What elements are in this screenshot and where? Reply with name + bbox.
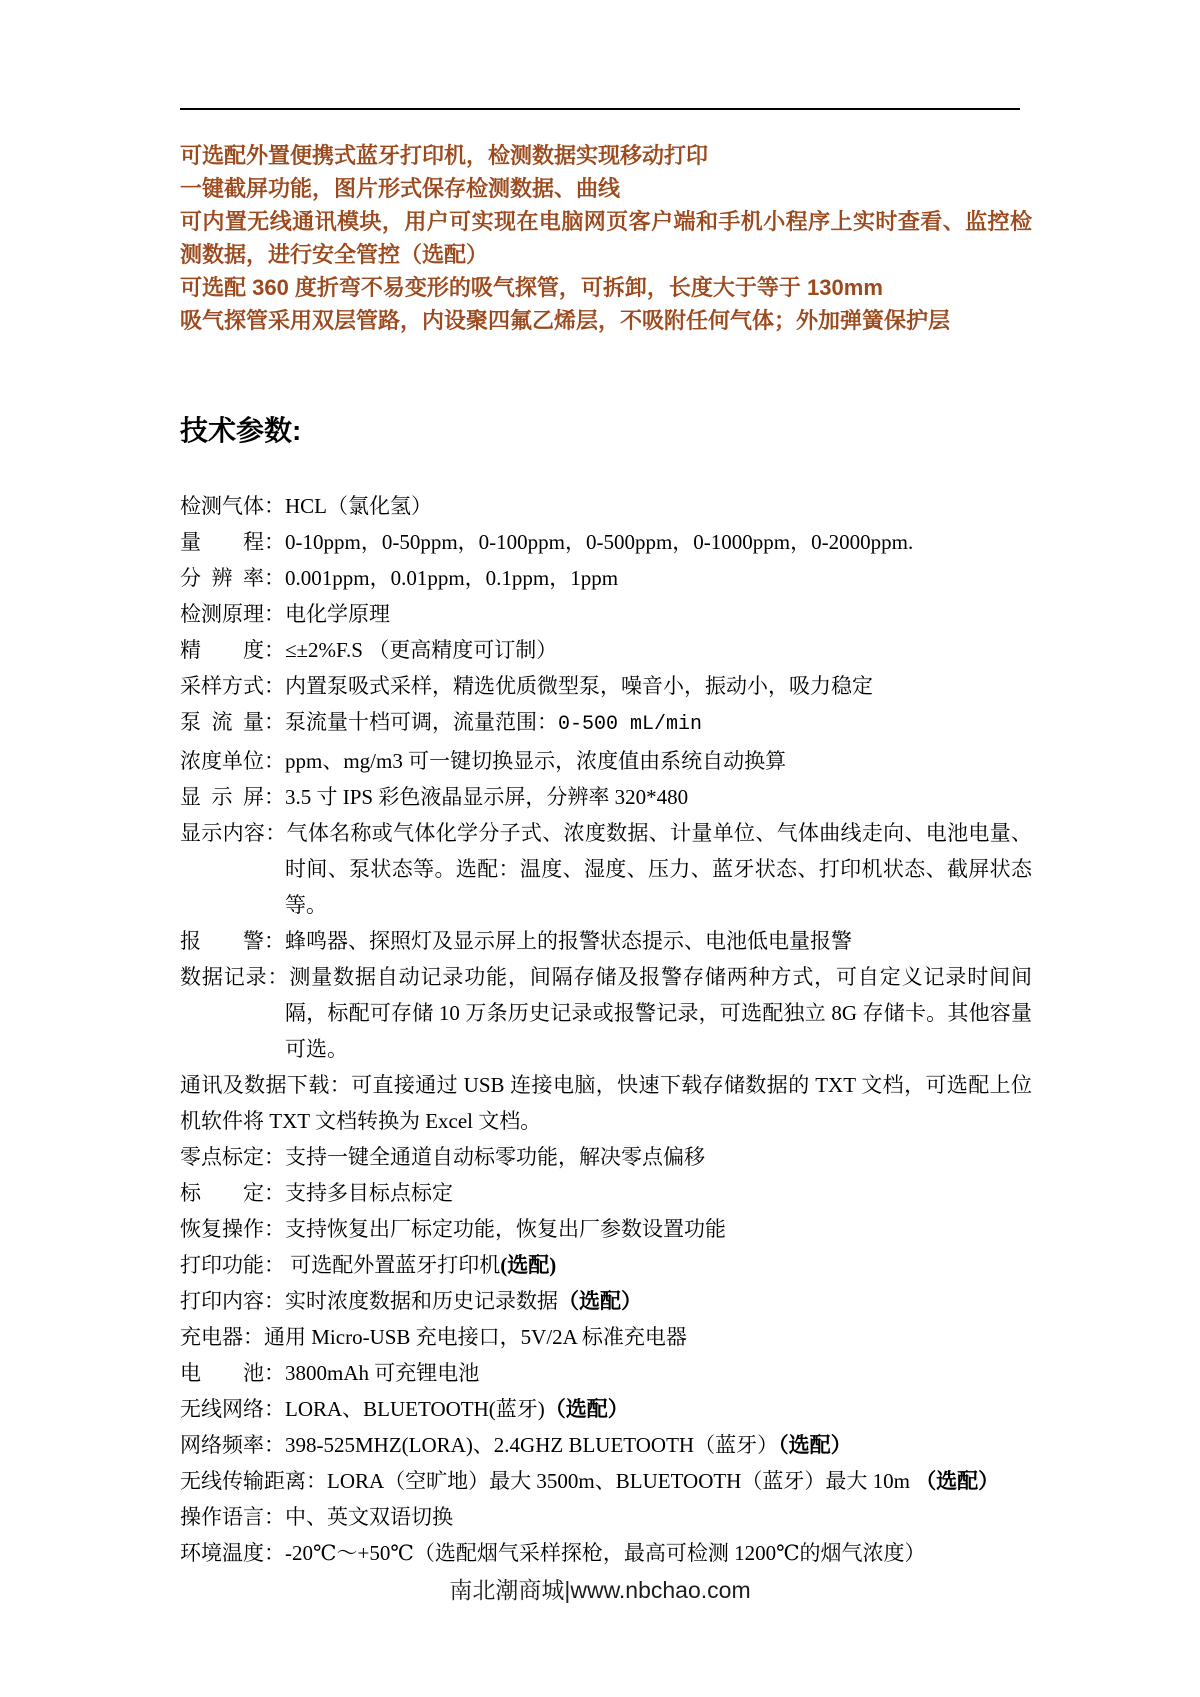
spec-value: 蜂鸣器、探照灯及显示屏上的报警状态提示、电池低电量报警 bbox=[285, 929, 852, 953]
spec-label: 检测气体： bbox=[180, 494, 285, 518]
spec-label: 浓度单位： bbox=[180, 749, 285, 773]
page-footer bbox=[0, 1572, 1200, 1605]
spec-list bbox=[180, 488, 1032, 1571]
spec-row bbox=[180, 1247, 1032, 1283]
spec-row bbox=[180, 1139, 1032, 1175]
spec-row bbox=[180, 1535, 1032, 1571]
spec-label: 恢复操作： bbox=[180, 1217, 285, 1241]
spec-value: 测量数据自动记录功能，间隔存储及报警存储两种方式，可自定义记录时间间隔，标配可存储 10 万条历史记录或报警记录，可选配独立 8G 存储卡。其他容量可选。 bbox=[285, 965, 1032, 1061]
spec-label: 数据记录： bbox=[180, 965, 290, 989]
spec-value: HCL（氯化氢） bbox=[285, 494, 432, 518]
spec-label: 报 警： bbox=[180, 929, 285, 953]
spec-value-bold: (选配) bbox=[500, 1253, 557, 1277]
spec-label: 量 程： bbox=[180, 530, 285, 554]
spec-value-bold: （选配） bbox=[558, 1289, 642, 1313]
spec-row bbox=[180, 1463, 1032, 1499]
spec-value: ppm、mg/m3 可一键切换显示，浓度值由系统自动换算 bbox=[285, 749, 787, 773]
spec-value: 支持一键全通道自动标零功能，解决零点偏移 bbox=[285, 1145, 705, 1169]
spec-label: 无线网络： bbox=[180, 1397, 285, 1421]
footer-text: 南北潮商城|www.nbchao.com bbox=[449, 1577, 751, 1603]
spec-value: 398-525MHZ(LORA)、2.4GHZ BLUETOOTH（蓝牙） bbox=[285, 1433, 779, 1457]
spec-value: 可选配外置蓝牙打印机 bbox=[285, 1253, 501, 1277]
spec-value-bold: （选配） bbox=[915, 1469, 1000, 1493]
spec-value: 可直接通过 USB 连接电脑，快速下载存储数据的 TXT 文档，可选配上位机软件将 TXT 文档转换为 Excel 文档。 bbox=[180, 1073, 1033, 1133]
spec-value: 支持恢复出厂标定功能，恢复出厂参数设置功能 bbox=[285, 1217, 726, 1241]
spec-value-bold: （选配） bbox=[544, 1397, 629, 1421]
spec-label: 泵 流 量： bbox=[180, 710, 285, 734]
spec-value: 泵流量十档可调，流量范围： bbox=[285, 710, 558, 734]
spec-label: 充电器： bbox=[180, 1325, 264, 1349]
spec-row bbox=[180, 1499, 1032, 1535]
spec-label: 通讯及数据下载： bbox=[180, 1073, 352, 1097]
spec-value: 气体名称或气体化学分子式、浓度数据、计量单位、气体曲线走向、电池电量、时间、泵状态等。选配：温度、湿度、压力、蓝牙状态、打印机状态、截屏状态等。 bbox=[285, 821, 1033, 917]
section-title: 技术参数: bbox=[180, 415, 302, 446]
spec-row bbox=[180, 596, 1032, 632]
spec-label: 环境温度： bbox=[180, 1541, 285, 1565]
feature-list bbox=[180, 139, 1032, 337]
spec-row bbox=[180, 668, 1032, 704]
spec-value: -20℃～+50℃（选配烟气采样探枪，最高可检测 1200℃的烟气浓度） bbox=[285, 1541, 926, 1565]
spec-label: 标 定： bbox=[180, 1181, 285, 1205]
spec-row bbox=[180, 1211, 1032, 1247]
spec-value-mono: 0-500 mL/min bbox=[558, 713, 703, 736]
spec-label: 打印内容： bbox=[180, 1289, 285, 1313]
feature-line: 吸气探管采用双层管路，内设聚四氟乙烯层，不吸附任何气体；外加弹簧保护层 bbox=[180, 308, 951, 333]
spec-value: 电化学原理 bbox=[285, 602, 390, 626]
spec-row bbox=[180, 959, 1032, 1067]
spec-label: 检测原理： bbox=[180, 602, 285, 626]
spec-row bbox=[180, 488, 1032, 524]
spec-row bbox=[180, 923, 1032, 959]
spec-label: 显 示 屏： bbox=[180, 785, 285, 809]
spec-label: 无线传输距离： bbox=[180, 1469, 327, 1493]
top-divider bbox=[180, 108, 1020, 110]
spec-value: LORA（空旷地）最大 3500m、BLUETOOTH（蓝牙）最大 10m bbox=[327, 1469, 916, 1493]
feature-line: 可选配外置便携式蓝牙打印机，检测数据实现移动打印 bbox=[180, 143, 709, 168]
spec-value: 3.5 寸 IPS 彩色液晶显示屏，分辨率 320*480 bbox=[285, 785, 689, 809]
spec-value: 中、英文双语切换 bbox=[285, 1505, 453, 1529]
spec-value: 0-10ppm，0-50ppm，0-100ppm，0-500ppm，0-1000ppm，0-2000ppm. bbox=[285, 530, 914, 554]
spec-row bbox=[180, 632, 1032, 668]
spec-row bbox=[180, 1355, 1032, 1391]
spec-value: LORA、BLUETOOTH(蓝牙) bbox=[285, 1397, 545, 1421]
spec-row bbox=[180, 1427, 1032, 1463]
spec-value: 内置泵吸式采样，精选优质微型泵，噪音小，振动小，吸力稳定 bbox=[285, 674, 873, 698]
spec-label: 电 池： bbox=[180, 1361, 285, 1385]
spec-value: 3800mAh 可充锂电池 bbox=[285, 1361, 480, 1385]
spec-label: 显示内容： bbox=[180, 821, 287, 845]
spec-row bbox=[180, 743, 1032, 779]
feature-line: 一键截屏功能，图片形式保存检测数据、曲线 bbox=[180, 176, 621, 201]
spec-row bbox=[180, 560, 1032, 596]
spec-row bbox=[180, 704, 1032, 743]
spec-value: 实时浓度数据和历史记录数据 bbox=[285, 1289, 558, 1313]
spec-label: 采样方式： bbox=[180, 674, 285, 698]
spec-value: ≤±2%F.S （更高精度可订制） bbox=[285, 638, 558, 662]
spec-row bbox=[180, 1067, 1032, 1139]
feature-line: 可内置无线通讯模块，用户可实现在电脑网页客户端和手机小程序上实时查看、监控检测数据，进行安全管控（选配） bbox=[180, 209, 1032, 267]
spec-row bbox=[180, 815, 1032, 923]
spec-label: 零点标定： bbox=[180, 1145, 285, 1169]
spec-row bbox=[180, 1283, 1032, 1319]
feature-line: 可选配 360 度折弯不易变形的吸气探管，可拆卸，长度大于等于 130mm bbox=[180, 275, 883, 300]
spec-label: 分 辨 率： bbox=[180, 566, 285, 590]
spec-row bbox=[180, 524, 1032, 560]
spec-label: 打印功能： bbox=[180, 1253, 285, 1277]
spec-row bbox=[180, 1175, 1032, 1211]
spec-label: 网络频率： bbox=[180, 1433, 285, 1457]
spec-value-bold: （选配） bbox=[778, 1433, 852, 1457]
spec-value: 通用 Micro-USB 充电接口，5V/2A 标准充电器 bbox=[264, 1325, 687, 1349]
spec-label: 操作语言： bbox=[180, 1505, 285, 1529]
spec-label: 精 度： bbox=[180, 638, 285, 662]
spec-value: 支持多目标点标定 bbox=[285, 1181, 453, 1205]
spec-row bbox=[180, 779, 1032, 815]
spec-value: 0.001ppm，0.01ppm，0.1ppm，1ppm bbox=[285, 566, 619, 590]
spec-row bbox=[180, 1391, 1032, 1427]
spec-row bbox=[180, 1319, 1032, 1355]
